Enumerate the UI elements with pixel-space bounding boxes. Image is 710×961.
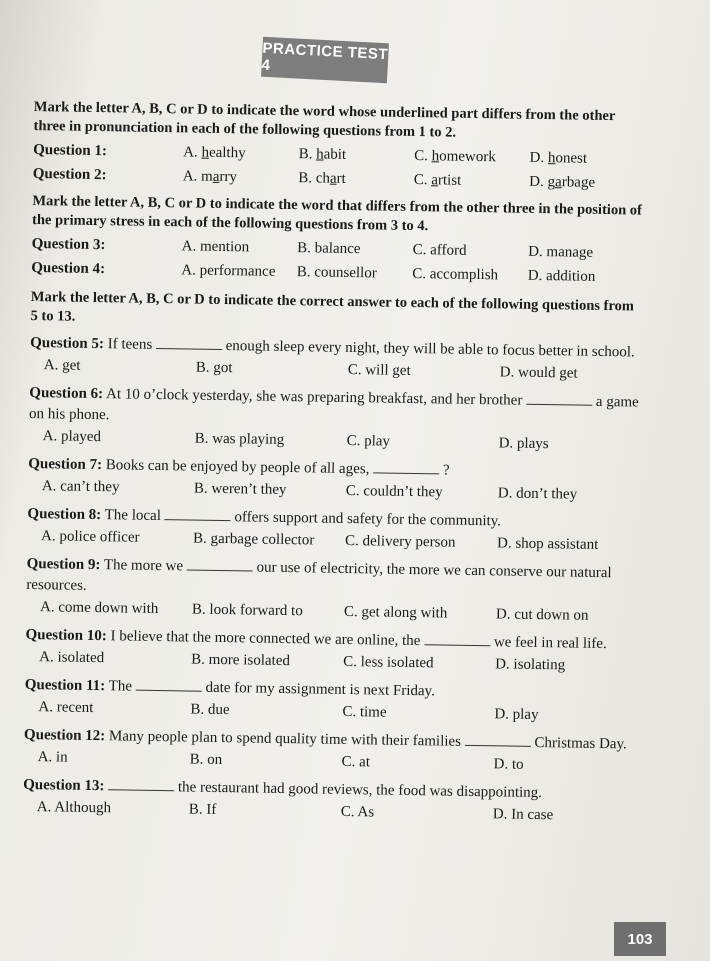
question-text-after-blank: date for my assignment is next Friday. [205, 679, 436, 700]
option-d: D. plays [498, 435, 549, 453]
instruction-3: Mark the letter A, B, C or D to indicate the correct answer to each of the following questions from 5 to 13. [30, 288, 635, 325]
question-block [24, 674, 637, 728]
option-d: D. isolating [495, 656, 566, 674]
question-label: Question 13: [23, 776, 105, 795]
question-block [28, 453, 641, 507]
instruction-2: Mark the letter A, B, C or D to indicate the word that differs from the other three in the position of the primary stress in each of the following questions from 3 to 4. [31, 192, 643, 235]
question-text-after-blank: we feel in real life. [493, 634, 607, 653]
option-c: C. play [346, 432, 391, 450]
option-a: A. mention [181, 238, 250, 256]
option-b: B. weren’t they [193, 480, 287, 499]
option-b: B. habit [298, 146, 347, 163]
option-b: B. was playing [194, 430, 285, 448]
question-text-before-blank: The local [104, 507, 162, 525]
option-d: D. addition [527, 267, 596, 285]
question-text-before-blank: Many people plan to spend quality time with their families [108, 728, 462, 750]
question-label: Question 7: [28, 455, 103, 474]
answer-blank [424, 630, 490, 646]
option-a: A. isolated [39, 649, 105, 667]
option-d: D. manage [528, 243, 594, 261]
question-label: Question 8: [27, 505, 102, 524]
question-block [33, 140, 646, 198]
question-text-after-blank: a game on his phone. [28, 393, 639, 424]
question-text-before-blank: The [108, 678, 133, 695]
question-block [31, 234, 644, 292]
option-a: A. in [37, 749, 68, 766]
question-block [25, 624, 638, 678]
option-c: C. As [340, 803, 375, 821]
option-d: D. play [494, 706, 539, 724]
option-b: B. balance [297, 240, 361, 258]
question-text-after-blank: offers support and safety for the community. [234, 509, 502, 530]
option-b: B. chart [298, 170, 346, 187]
option-b: B. look forward to [191, 601, 303, 620]
option-a: A. police officer [40, 528, 140, 546]
option-a: A. get [43, 357, 81, 374]
question-block [26, 553, 639, 628]
question-text-after-blank: ? [442, 462, 450, 479]
option-c: C. artist [413, 171, 462, 189]
answer-blank [136, 676, 202, 692]
option-a: A. recent [38, 699, 94, 717]
option-a: A. healthy [183, 144, 246, 162]
question-list [23, 332, 643, 828]
question-block [27, 503, 640, 557]
question-label: Question 1: [33, 141, 108, 160]
option-b: B. due [190, 701, 230, 719]
question-text-after-blank: our use of electricity, the more we can conserve our natural resources. [26, 559, 612, 594]
question-label: Question 12: [23, 726, 106, 745]
content-area [23, 98, 646, 830]
page-title: PRACTICE TEST 4 [261, 39, 389, 75]
question-block [23, 724, 636, 778]
option-b: B. If [188, 801, 217, 818]
option-d: D. would get [499, 364, 578, 382]
question-text-after-blank: enough sleep every night, they will be able to focus better in school. [225, 338, 635, 361]
option-d: D. to [493, 756, 524, 773]
question-text-after-blank: the restaurant had good reviews, the food was disappointing. [177, 779, 543, 802]
instruction-1: Mark the letter A, B, C or D to indicate the word whose underlined part differs from the other three in pronunciation in each of the following questions from 1 to 2. [33, 98, 616, 141]
question-text-before-blank: At 10 o’clock yesterday, she was preparing breakfast, and her brother [105, 386, 523, 409]
question-text-after-blank: Christmas Day. [534, 734, 627, 753]
option-a: A. marry [182, 168, 238, 186]
option-b: B. on [189, 751, 223, 769]
question-label: Question 4: [31, 259, 106, 278]
title-banner [261, 37, 389, 84]
option-d: D. In case [492, 806, 554, 824]
option-a: A. played [42, 428, 102, 446]
question-block [30, 332, 643, 386]
option-c: C. homework [414, 147, 496, 166]
option-a: A. can’t they [41, 478, 120, 496]
page-number: 103 [614, 922, 666, 956]
option-d: D. honest [529, 149, 588, 167]
option-d: D. garbage [529, 173, 596, 191]
option-a: A. performance [181, 262, 276, 280]
option-c: C. get along with [343, 603, 448, 622]
question-label: Question 6: [29, 384, 104, 403]
question-label: Question 11: [24, 676, 106, 695]
option-c: C. will get [347, 361, 411, 379]
option-d: D. don’t they [497, 485, 578, 503]
option-c: C. couldn’t they [345, 482, 443, 501]
question-label: Question 3: [31, 235, 106, 254]
option-b: B. garbage collector [192, 530, 315, 549]
answer-blank [165, 505, 231, 521]
option-c: C. time [342, 703, 387, 721]
answer-blank [187, 555, 253, 571]
question-text-before-blank: Books can be enjoyed by people of all ages, [105, 457, 370, 478]
question-label: Question 5: [30, 334, 105, 353]
option-c: C. accomplish [412, 265, 499, 284]
answer-blank [526, 390, 592, 406]
question-text-before-blank: If teens [107, 336, 153, 353]
option-a: A. come down with [39, 599, 159, 618]
option-c: C. less isolated [343, 653, 434, 672]
option-b: B. counsellor [296, 264, 377, 282]
question-text-before-blank: The more we [103, 557, 184, 575]
option-c: C. delivery person [344, 532, 456, 551]
question-block [29, 382, 642, 457]
option-c: C. at [341, 753, 371, 771]
question-block [23, 774, 636, 828]
option-a: A. Although [36, 799, 112, 817]
question-label: Question 10: [25, 626, 107, 645]
answer-blank [465, 731, 531, 747]
answer-blank [156, 334, 222, 350]
answer-blank [373, 458, 439, 474]
option-d: D. shop assistant [496, 535, 599, 553]
question-label: Question 2: [32, 165, 107, 184]
option-b: B. got [195, 359, 233, 377]
question-text-before-blank: I believe that the more connected we are online, the [110, 628, 421, 650]
option-c: C. afford [412, 241, 467, 259]
option-b: B. more isolated [191, 651, 291, 670]
option-d: D. cut down on [495, 606, 589, 624]
question-label: Question 9: [26, 555, 101, 574]
answer-blank [108, 775, 174, 791]
